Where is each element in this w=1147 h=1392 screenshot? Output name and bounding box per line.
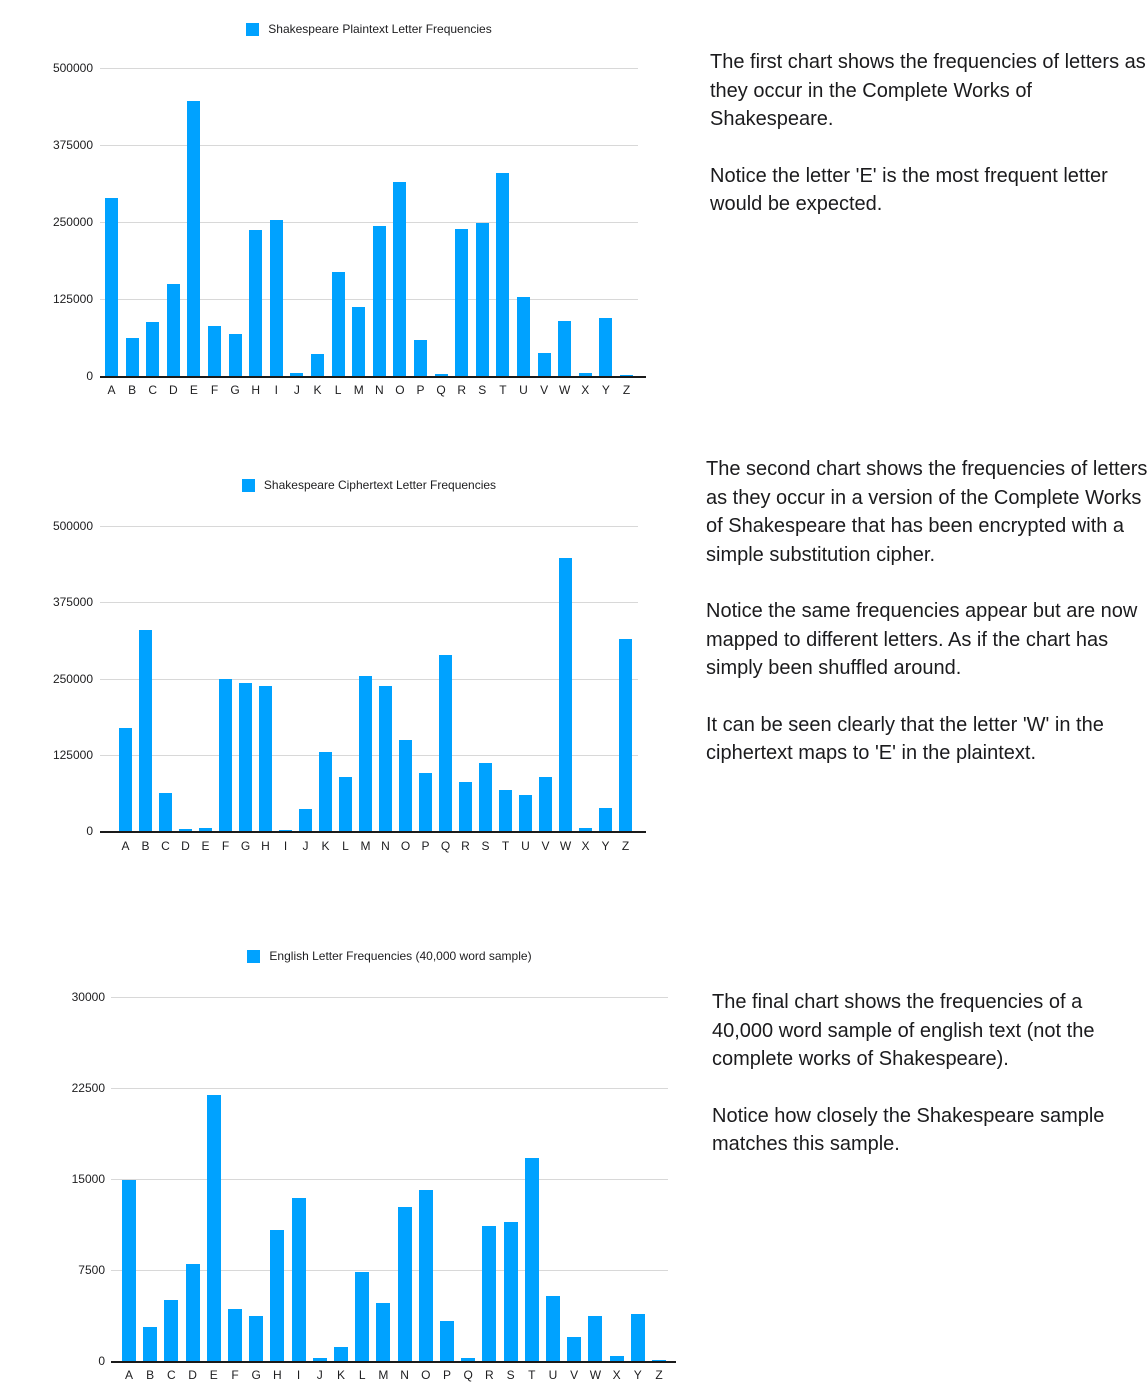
x-axis-tick-label: R [457, 383, 467, 397]
gridline [100, 679, 638, 680]
x-axis-tick-label: H [261, 839, 270, 853]
text-paragraph: The final chart shows the frequencies of a 40,000 word sample of english text (not the complete works of Shakespeare). [712, 991, 1095, 1070]
bar-R [455, 229, 468, 376]
y-axis-tick-label: 375000 [52, 595, 93, 610]
x-axis-tick-label: T [528, 1368, 536, 1382]
bar-M [359, 676, 372, 831]
bar-E [187, 101, 200, 376]
bar-L [339, 777, 352, 832]
x-axis-tick-label: P [421, 839, 430, 853]
y-axis-tick-label: 0 [86, 824, 93, 838]
bar-U [517, 297, 530, 377]
bar-U [546, 1296, 560, 1362]
bar-M [352, 307, 365, 376]
x-axis-tick-label: W [559, 383, 571, 397]
text-paragraph: It can be seen clearly that the letter 'W' in the ciphertext maps to 'E' in the plaintext. [706, 713, 1104, 764]
x-axis-tick-label: H [251, 383, 261, 397]
bar-G [229, 334, 242, 376]
x-axis-tick-label: W [559, 839, 572, 853]
gridline [100, 299, 638, 300]
x-axis-tick-label: K [321, 839, 330, 853]
bar-O [419, 1190, 433, 1361]
x-axis-tick-label: C [161, 839, 170, 853]
x-axis-tick-label: U [521, 839, 530, 853]
x-axis-tick-label: D [168, 383, 178, 397]
bar-Z [652, 1360, 666, 1361]
y-axis-tick-label: 22500 [71, 1081, 105, 1095]
y-axis-tick-label: 0 [86, 369, 93, 383]
legend-label: Shakespeare Ciphertext Letter Frequencies [263, 478, 497, 492]
x-axis-tick-label: F [210, 383, 219, 397]
bar-B [126, 338, 139, 376]
bar-J [290, 373, 303, 376]
bar-T [525, 1158, 539, 1361]
x-axis-tick-label: I [274, 383, 278, 397]
x-axis-tick-label: Q [436, 383, 446, 397]
x-axis-tick-label: I [296, 1368, 301, 1382]
x-axis-line [111, 1361, 676, 1363]
x-axis-tick-label: B [141, 839, 150, 853]
bar-O [393, 182, 406, 376]
bar-T [499, 790, 512, 832]
bar-R [459, 782, 472, 831]
x-axis-tick-label: X [612, 1368, 621, 1382]
x-axis-tick-label: M [378, 1368, 389, 1382]
x-axis-tick-label: T [499, 383, 507, 397]
bar-Y [631, 1314, 645, 1361]
x-axis-tick-label: G [251, 1368, 261, 1382]
bar-I [292, 1198, 306, 1361]
y-axis-tick-label: 0 [98, 1354, 105, 1368]
x-axis-tick-label: J [293, 383, 300, 397]
gridline [100, 526, 638, 527]
bar-N [379, 686, 392, 831]
x-axis-tick-label: O [421, 1368, 431, 1382]
y-axis-tick-label: 500000 [52, 519, 93, 533]
bar-P [414, 340, 427, 376]
bar-W [588, 1316, 602, 1361]
gridline [100, 755, 638, 756]
bar-Z [620, 375, 633, 376]
x-axis-tick-label: F [231, 1368, 239, 1382]
text-panel-ciphertext [706, 455, 1147, 768]
x-axis-tick-label: Z [622, 383, 631, 397]
bar-Y [599, 318, 612, 376]
x-axis-tick-label: R [485, 1368, 494, 1382]
text-paragraph: The second chart shows the frequencies of letters as they occur in a version of the Complete Works of Shakespeare that has been encrypted with a simple substitution cipher. [706, 458, 1147, 566]
bar-M [376, 1303, 390, 1361]
x-axis-tick-label: K [313, 383, 322, 397]
x-axis-tick-label: S [481, 839, 490, 853]
gridline [111, 1270, 668, 1271]
text-panel-english [712, 988, 1147, 1159]
legend-swatch [242, 479, 255, 492]
chart-legend [100, 22, 638, 36]
x-axis-tick-label: E [209, 1368, 218, 1382]
x-axis-tick-label: U [548, 1368, 558, 1382]
x-axis-tick-label: C [167, 1368, 176, 1382]
bar-E [199, 828, 212, 831]
bar-B [143, 1327, 157, 1361]
bar-A [105, 198, 118, 376]
gridline [111, 997, 668, 998]
legend-label: Shakespeare Plaintext Letter Frequencies [268, 22, 492, 36]
x-axis-tick-label: T [501, 839, 510, 853]
bar-L [355, 1272, 369, 1361]
bar-S [504, 1222, 518, 1362]
x-axis-tick-label: S [478, 383, 487, 397]
x-axis-tick-label: L [342, 839, 349, 853]
bar-D [186, 1264, 200, 1361]
bar-H [270, 1230, 284, 1361]
text-paragraph: The first chart shows the frequencies of letters as they occur in the Complete Works of Shakespeare. [710, 51, 1146, 130]
bar-I [270, 220, 283, 377]
bar-C [146, 322, 159, 376]
bar-V [539, 777, 552, 831]
bar-C [159, 793, 172, 831]
x-axis-tick-label: A [107, 383, 116, 397]
gridline [100, 145, 638, 146]
bar-N [373, 226, 386, 376]
bar-P [440, 1321, 454, 1361]
bar-X [610, 1356, 624, 1361]
gridline [111, 1179, 668, 1180]
bar-P [419, 773, 432, 831]
y-axis-tick-label: 30000 [71, 990, 105, 1004]
bar-O [399, 740, 412, 831]
bar-G [249, 1316, 263, 1361]
bar-S [476, 223, 489, 376]
bar-K [334, 1347, 348, 1361]
x-axis-tick-label: J [302, 839, 309, 853]
y-axis-tick-label: 250000 [52, 671, 93, 686]
bar-Q [439, 655, 452, 831]
x-axis-tick-label: Y [633, 1368, 642, 1382]
gridline [100, 602, 638, 603]
bar-S [479, 763, 492, 831]
x-axis-tick-label: S [506, 1368, 515, 1382]
x-axis-tick-label: H [273, 1368, 282, 1382]
y-axis-tick-label: 125000 [52, 292, 93, 306]
bar-N [398, 1207, 412, 1361]
x-axis-tick-label: L [358, 1368, 366, 1382]
x-axis-tick-label: V [570, 1368, 579, 1382]
bar-A [122, 1180, 136, 1361]
bar-F [208, 326, 221, 376]
bar-Y [599, 808, 612, 831]
x-axis-tick-label: K [336, 1368, 345, 1382]
bar-H [249, 230, 262, 376]
text-panel-plaintext [710, 48, 1147, 219]
bar-I [279, 830, 292, 831]
bar-K [319, 752, 332, 831]
x-axis-tick-label: P [442, 1368, 451, 1382]
y-axis-tick-label: 125000 [52, 747, 93, 762]
x-axis-tick-label: L [334, 383, 342, 397]
bar-C [164, 1300, 178, 1361]
bar-A [119, 728, 132, 831]
x-axis-tick-label: X [581, 383, 590, 397]
x-axis-tick-label: B [146, 1368, 155, 1382]
x-axis-tick-label: V [541, 839, 550, 853]
x-axis-tick-label: R [461, 839, 470, 853]
bar-Z [619, 639, 632, 831]
x-axis-tick-label: D [181, 839, 190, 853]
x-axis-tick-label: V [540, 383, 549, 397]
bar-R [482, 1226, 496, 1361]
legend-swatch [247, 950, 260, 963]
x-axis-tick-label: I [283, 839, 288, 853]
gridline [100, 222, 638, 223]
x-axis-tick-label: P [416, 383, 425, 397]
x-axis-tick-label: F [221, 839, 230, 853]
x-axis-tick-label: B [128, 383, 137, 397]
bar-D [167, 284, 180, 376]
text-paragraph: Notice the letter 'E' is the most frequent letter would be expected. [710, 164, 1108, 215]
x-axis-tick-label: M [360, 839, 371, 853]
y-axis-tick-label: 15000 [71, 1172, 105, 1186]
bar-J [313, 1358, 327, 1361]
x-axis-line [100, 376, 646, 378]
x-axis-tick-label: N [400, 1368, 409, 1382]
y-axis-tick-label: 500000 [52, 61, 93, 75]
bar-V [567, 1337, 581, 1361]
x-axis-tick-label: C [148, 383, 158, 397]
x-axis-tick-label: W [589, 1368, 602, 1382]
bar-E [207, 1095, 221, 1361]
x-axis-tick-label: N [374, 383, 384, 397]
x-axis-tick-label: O [395, 383, 405, 397]
x-axis-tick-label: N [381, 839, 390, 853]
legend-swatch [246, 23, 259, 36]
x-axis-tick-label: M [353, 383, 364, 397]
x-axis-tick-label: E [189, 383, 198, 397]
bar-F [228, 1309, 242, 1361]
x-axis-tick-label: G [230, 383, 240, 397]
bar-X [579, 828, 592, 831]
x-axis-tick-label: Q [440, 839, 451, 853]
x-axis-tick-label: A [121, 839, 130, 853]
bar-V [538, 353, 551, 376]
bar-Q [461, 1358, 475, 1361]
text-paragraph: Notice the same frequencies appear but are now mapped to different letters. As if the chart has simply been shuffled around. [706, 600, 1138, 679]
bar-D [179, 829, 192, 831]
gridline [111, 1088, 668, 1089]
x-axis-tick-label: E [201, 839, 210, 853]
x-axis-tick-label: J [316, 1368, 323, 1382]
y-axis-tick-label: 250000 [52, 215, 93, 229]
x-axis-tick-label: U [519, 383, 528, 397]
bar-L [332, 272, 345, 376]
bar-K [311, 354, 324, 376]
x-axis-tick-label: Z [621, 839, 630, 853]
legend-label: English Letter Frequencies (40,000 word sample) [269, 949, 532, 963]
bar-B [139, 630, 152, 831]
y-axis-tick-label: 7500 [78, 1263, 105, 1277]
x-axis-tick-label: D [188, 1368, 197, 1382]
x-axis-line [100, 831, 646, 833]
bar-Q [435, 374, 448, 376]
bar-F [219, 679, 232, 831]
chart-legend [111, 949, 668, 963]
x-axis-tick-label: Y [601, 839, 610, 853]
bar-X [579, 373, 592, 376]
gridline [100, 68, 638, 69]
x-axis-tick-label: A [124, 1368, 133, 1382]
bar-W [558, 321, 571, 376]
text-paragraph: Notice how closely the Shakespeare sample matches this sample. [712, 1104, 1105, 1155]
y-axis-tick-label: 375000 [52, 138, 93, 152]
chart-legend [100, 478, 638, 492]
bar-T [496, 173, 509, 376]
x-axis-tick-label: G [240, 839, 251, 853]
x-axis-tick-label: Q [463, 1368, 473, 1382]
bar-H [259, 686, 272, 831]
x-axis-tick-label: Z [655, 1368, 663, 1382]
bar-G [239, 683, 252, 831]
bar-J [299, 809, 312, 831]
x-axis-tick-label: O [400, 839, 411, 853]
bar-W [559, 558, 572, 831]
x-axis-tick-label: X [581, 839, 590, 853]
x-axis-tick-label: Y [601, 383, 610, 397]
bar-U [519, 795, 532, 831]
